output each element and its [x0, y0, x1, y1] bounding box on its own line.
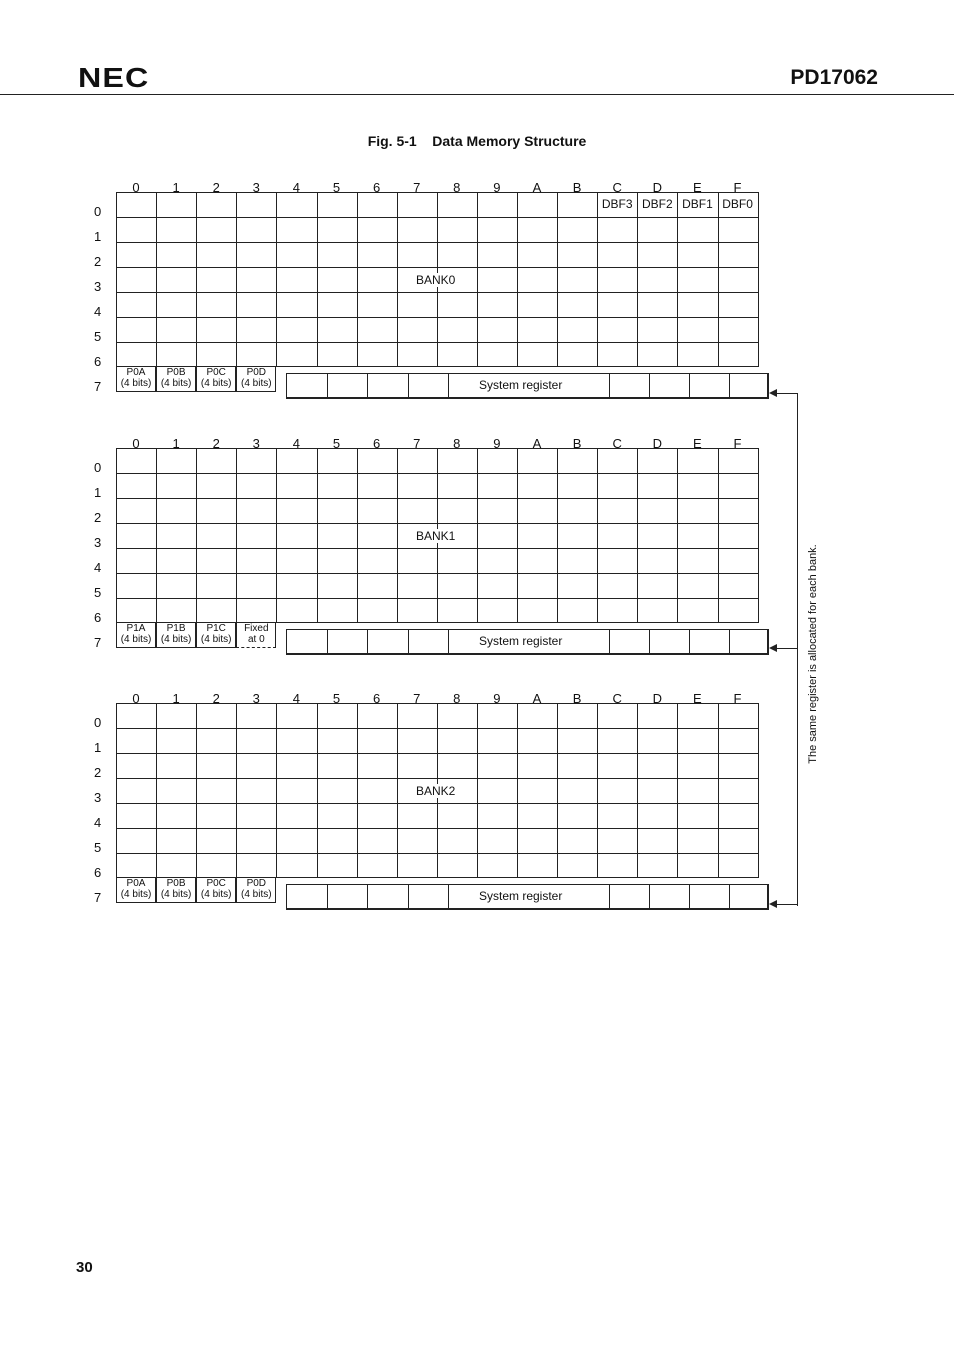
- header-rule: [0, 94, 954, 95]
- port-bits: (4 bits): [200, 634, 232, 645]
- system-register-label: System register: [479, 378, 563, 392]
- bracket-vertical-line: [796, 393, 798, 906]
- grid-column-line: [477, 449, 478, 622]
- port-register: [236, 623, 276, 648]
- grid-column-line: [357, 193, 358, 366]
- grid-column-line: [156, 193, 157, 366]
- grid-column-line: [597, 449, 598, 622]
- port-register: [156, 623, 196, 648]
- row-header: 1: [94, 229, 102, 244]
- system-register-divider: [649, 374, 650, 397]
- system-register-divider: [367, 374, 368, 397]
- column-header: B: [572, 436, 582, 451]
- grid-column-line: [557, 704, 558, 877]
- port-bits: (4 bits): [160, 634, 192, 645]
- system-register-divider: [408, 374, 409, 397]
- row-header: 1: [94, 740, 102, 755]
- port-register: [196, 367, 236, 392]
- bank-label: BANK1: [416, 529, 456, 543]
- column-header: B: [572, 180, 582, 195]
- port-register: [116, 878, 156, 903]
- column-header: 4: [292, 691, 300, 706]
- row-header: 5: [94, 585, 102, 600]
- port-bits: (4 bits): [120, 378, 152, 389]
- port-register: [196, 878, 236, 903]
- system-register-divider: [689, 885, 690, 908]
- port-bits: (4 bits): [120, 889, 152, 900]
- grid-column-line: [677, 704, 678, 877]
- column-header: 2: [212, 691, 220, 706]
- column-header: F: [733, 436, 742, 451]
- column-header: C: [612, 436, 622, 451]
- row-header: 7: [94, 890, 102, 905]
- row-header: 6: [94, 865, 102, 880]
- grid-column-line: [196, 193, 197, 366]
- row-header: 2: [94, 254, 102, 269]
- bank-label: BANK0: [416, 273, 456, 287]
- system-register-divider: [729, 630, 730, 653]
- column-header: 0: [132, 436, 140, 451]
- grid-column-line: [276, 704, 277, 877]
- page-number: 30: [76, 1259, 93, 1276]
- system-register-divider: [609, 374, 610, 397]
- row-header: 0: [94, 460, 102, 475]
- column-header: B: [572, 691, 582, 706]
- column-header: 5: [332, 691, 341, 706]
- dbf-register: DBF3: [598, 197, 636, 211]
- port-bits: (4 bits): [200, 378, 232, 389]
- dbf-register: DBF0: [719, 197, 757, 211]
- system-register-divider: [649, 885, 650, 908]
- column-header: C: [612, 180, 622, 195]
- port-name: P0C: [206, 367, 226, 378]
- column-header: D: [652, 436, 662, 451]
- system-register-divider: [327, 374, 328, 397]
- arrow-left-icon: [769, 900, 777, 908]
- system-register-divider: [609, 630, 610, 653]
- system-register-divider: [649, 630, 650, 653]
- port-name: P1B: [166, 623, 186, 634]
- column-header: 9: [493, 180, 501, 195]
- column-header: 2: [212, 436, 220, 451]
- system-register-divider: [689, 630, 690, 653]
- column-header: 6: [372, 180, 381, 195]
- system-register-divider: [367, 885, 368, 908]
- grid-column-line: [276, 193, 277, 366]
- column-header: A: [532, 691, 542, 706]
- row-header: 1: [94, 485, 102, 500]
- port-register: [236, 367, 276, 392]
- grid-column-line: [156, 449, 157, 622]
- port-bits: at 0: [247, 634, 265, 645]
- grid-column-line: [677, 193, 678, 366]
- grid-column-line: [517, 193, 518, 366]
- grid-column-line: [597, 193, 598, 366]
- row-header: 3: [94, 279, 102, 294]
- port-register: [156, 367, 196, 392]
- port-name: Fixed: [244, 623, 269, 634]
- column-header: 1: [172, 691, 180, 706]
- grid-column-line: [637, 449, 638, 622]
- dbf-register: DBF2: [638, 197, 676, 211]
- bank-link-line: [775, 904, 797, 905]
- column-header: 5: [332, 436, 341, 451]
- arrow-left-icon: [769, 389, 777, 397]
- row-header: 2: [94, 765, 102, 780]
- port-bits: (4 bits): [160, 378, 192, 389]
- grid-column-line: [718, 449, 719, 622]
- bank-label: BANK2: [416, 784, 456, 798]
- column-header: 0: [132, 180, 140, 195]
- grid-column-line: [557, 193, 558, 366]
- column-header: D: [652, 691, 662, 706]
- system-register-label: System register: [479, 634, 563, 648]
- row-header: 6: [94, 354, 102, 369]
- grid-column-line: [196, 449, 197, 622]
- document-number: PD17062: [790, 66, 878, 89]
- nec-logo: NEC: [78, 62, 150, 93]
- system-register-divider: [448, 885, 449, 908]
- system-register-divider: [408, 885, 409, 908]
- column-header: E: [693, 436, 702, 451]
- column-header: 3: [252, 180, 260, 195]
- port-register: [236, 878, 276, 903]
- column-header: 5: [332, 180, 341, 195]
- column-header: 8: [453, 691, 461, 706]
- memory-grid: [116, 703, 759, 878]
- column-header: 8: [453, 180, 461, 195]
- port-name: P1C: [206, 623, 226, 634]
- row-header: 3: [94, 790, 102, 805]
- row-header: 6: [94, 610, 102, 625]
- grid-column-line: [397, 449, 398, 622]
- row-header: 5: [94, 840, 102, 855]
- memory-grid: [116, 448, 759, 623]
- system-register-row: [286, 629, 769, 655]
- row-header: 0: [94, 204, 102, 219]
- grid-column-line: [637, 193, 638, 366]
- column-header: 3: [252, 436, 260, 451]
- column-header: 9: [493, 691, 501, 706]
- bank-diagram: [0, 180, 954, 420]
- grid-column-line: [317, 704, 318, 877]
- system-register-divider: [448, 630, 449, 653]
- grid-column-line: [236, 449, 237, 622]
- column-header: A: [532, 180, 542, 195]
- row-header: 4: [94, 304, 102, 319]
- bank-link-line: [775, 648, 797, 649]
- port-name: P0A: [126, 367, 146, 378]
- grid-column-line: [557, 449, 558, 622]
- grid-column-line: [517, 704, 518, 877]
- grid-column-line: [317, 193, 318, 366]
- column-header: E: [693, 691, 702, 706]
- dbf-register: DBF1: [678, 197, 716, 211]
- port-register: [116, 367, 156, 392]
- system-register-row: [286, 884, 769, 910]
- grid-column-line: [677, 449, 678, 622]
- column-header: 9: [493, 436, 501, 451]
- grid-column-line: [718, 704, 719, 877]
- grid-column-line: [196, 704, 197, 877]
- system-register-divider: [729, 374, 730, 397]
- row-header: 0: [94, 715, 102, 730]
- grid-column-line: [317, 449, 318, 622]
- side-note: The same register is allocated for each bank.: [807, 544, 819, 764]
- column-header: 2: [212, 180, 220, 195]
- system-register-divider: [367, 630, 368, 653]
- port-register: [196, 623, 236, 648]
- grid-column-line: [397, 193, 398, 366]
- grid-column-line: [718, 193, 719, 366]
- column-header: 7: [413, 180, 421, 195]
- column-header: F: [733, 180, 742, 195]
- row-header: 4: [94, 815, 102, 830]
- grid-column-line: [357, 704, 358, 877]
- grid-column-line: [276, 449, 277, 622]
- grid-column-line: [477, 704, 478, 877]
- port-name: P0A: [126, 878, 146, 889]
- system-register-divider: [689, 374, 690, 397]
- grid-column-line: [477, 193, 478, 366]
- port-register: [156, 878, 196, 903]
- grid-column-line: [156, 704, 157, 877]
- system-register-divider: [408, 630, 409, 653]
- bank-link-line: [775, 393, 797, 394]
- column-header: 1: [172, 436, 180, 451]
- row-header: 2: [94, 510, 102, 525]
- port-bits: (4 bits): [120, 634, 152, 645]
- figure-label: Fig. 5-1: [367, 133, 417, 149]
- column-header: 7: [413, 436, 421, 451]
- figure-caption: Data Memory Structure: [432, 133, 587, 149]
- port-name: P0D: [246, 367, 267, 378]
- grid-column-line: [637, 704, 638, 877]
- port-bits: (4 bits): [241, 378, 272, 389]
- port-bits: (4 bits): [160, 889, 192, 900]
- system-register-divider: [609, 885, 610, 908]
- system-register-divider: [327, 885, 328, 908]
- column-header: 4: [292, 180, 300, 195]
- grid-column-line: [236, 704, 237, 877]
- port-bits: (4 bits): [200, 889, 232, 900]
- column-header: E: [693, 180, 702, 195]
- column-header: 4: [292, 436, 300, 451]
- column-header: 0: [132, 691, 140, 706]
- system-register-divider: [327, 630, 328, 653]
- grid-column-line: [357, 449, 358, 622]
- column-header: A: [532, 436, 542, 451]
- figure-title: [0, 133, 954, 149]
- port-bits: (4 bits): [241, 889, 272, 900]
- port-name: P0B: [166, 878, 186, 889]
- row-header: 3: [94, 535, 102, 550]
- column-header: F: [733, 691, 742, 706]
- system-register-divider: [729, 885, 730, 908]
- arrow-left-icon: [769, 644, 777, 652]
- column-header: 7: [413, 691, 421, 706]
- column-header: 6: [372, 436, 381, 451]
- port-name: P0B: [166, 367, 186, 378]
- system-register-row: [286, 373, 769, 399]
- column-header: 6: [372, 691, 381, 706]
- grid-column-line: [597, 704, 598, 877]
- grid-column-line: [397, 704, 398, 877]
- column-header: 1: [172, 180, 180, 195]
- row-header: 7: [94, 379, 102, 394]
- system-register-label: System register: [479, 889, 563, 903]
- port-name: P0C: [206, 878, 226, 889]
- system-register-divider: [448, 374, 449, 397]
- column-header: D: [652, 180, 662, 195]
- port-name: P1A: [126, 623, 146, 634]
- column-header: 3: [252, 691, 260, 706]
- row-header: 7: [94, 635, 102, 650]
- grid-column-line: [236, 193, 237, 366]
- row-header: 5: [94, 329, 102, 344]
- row-header: 4: [94, 560, 102, 575]
- port-name: P0D: [246, 878, 267, 889]
- column-header: 8: [453, 436, 461, 451]
- column-header: C: [612, 691, 622, 706]
- memory-grid: [116, 192, 759, 367]
- port-register: [116, 623, 156, 648]
- grid-column-line: [517, 449, 518, 622]
